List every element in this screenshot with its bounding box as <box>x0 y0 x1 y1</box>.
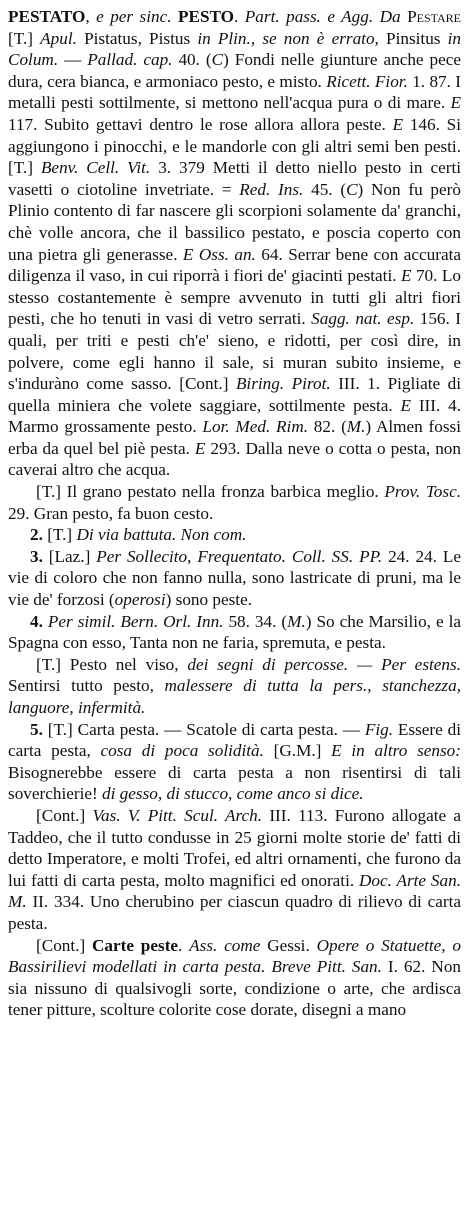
text-run: I. 62. Non sia nissuno di qualsivogli sorte, condizione o arte, che ardisca tener pitture, scolture colorite cose dorate, disegni a mano <box>8 957 462 1020</box>
text-run: [T.] <box>42 525 77 545</box>
text-run: operosi <box>114 590 166 610</box>
text-run: II. 334. Uno cherubino per ciascun quadro di rilievo di carta pesta. <box>8 892 461 933</box>
text-run: 4. <box>30 611 43 631</box>
text-run: 1. 87. I metalli pesti sottilmente, si mettono nell'acqua pura o di mare. <box>8 71 461 113</box>
text-run: ) So che Marsilio, e la Spagna con esso, Tanta non ne faria, spremuta, e pesta. <box>8 611 461 653</box>
text-run: 156. I quali, per triti e pesti ch'e' sieno, e ridotti, per così dire, in polvere, come egli hanno il sale, si muran subito insieme, e s'induràno come sasso. [Cont.] <box>8 309 462 394</box>
text-run: se non è errato, <box>262 28 379 48</box>
text-run: di gesso, di stucco, come anco si dice. <box>102 784 364 804</box>
text-run: malessere di tutta la pers., stanchezza, languore, infermità. <box>8 676 461 717</box>
text-run: — <box>58 50 88 70</box>
text-run: [Cont.] <box>36 805 93 825</box>
text-run: e per sinc. <box>96 7 172 26</box>
text-run: Di via battuta. Non com. <box>76 525 247 545</box>
text-run: [Laz.] <box>42 546 97 566</box>
sense-5-paragraph <box>8 719 461 805</box>
text-run: Pinsitus <box>378 28 448 48</box>
text-run: dei segni di percosse. — Per estens. <box>187 654 461 674</box>
text-run: Fig. <box>364 719 393 739</box>
text-run: in Colum. <box>8 28 462 70</box>
text-run: Essere di carta pesta, <box>8 719 461 761</box>
text-run: 2. <box>30 525 43 545</box>
text-run: Carte peste <box>92 935 179 955</box>
text-run: [T.] Il grano pestato nella fronza barbica meglio. <box>36 482 385 502</box>
text-run: PESTO <box>178 7 235 26</box>
text-run: in Plin., <box>197 28 256 48</box>
text-run: , <box>85 7 97 26</box>
text-run: Ricett. Fior. <box>326 71 408 91</box>
text-run: ) Almen fossi erba da quel bel piè pesta. <box>8 417 461 458</box>
text-run: 3. 379 Metti il detto niello pesto in certi vasetti o ciotoline invetriate. = <box>8 158 461 199</box>
text-run: Red. Ins. <box>239 179 304 199</box>
figurative-paragraph <box>8 654 461 719</box>
text-run: 293. Dalla neve o cotta o pesta, non caverai altro che acqua. <box>8 438 461 480</box>
text-run: [G.M.] <box>263 741 332 761</box>
text-run: E <box>450 93 461 113</box>
text-run: ) Non fu però Plinio contento di far nascere gli scorpioni solamente da' granchi, chè volle ancora, che il bassilico pestato, e poscia coperto con una pietra gli generasse. <box>8 179 461 264</box>
carte-peste-paragraph <box>8 935 461 1021</box>
text-run: 3. <box>30 546 43 566</box>
sense-4-paragraph <box>8 611 461 654</box>
text-run: Bisognerebbe essere di carta pesta a non risentirsi di tali soverchierie! <box>8 762 461 804</box>
text-run: E <box>392 114 404 134</box>
text-run: . <box>234 7 245 26</box>
text-run: Biring. Pirot. <box>235 374 331 394</box>
text-run: M. <box>346 417 366 437</box>
text-run: Sentirsi tutto pesto, <box>8 676 165 696</box>
text-run: [Cont.] <box>36 935 92 955</box>
text-run: Lor. Med. Rim. <box>202 417 309 437</box>
text-run: ) sono peste. <box>165 590 253 610</box>
text-run: E <box>400 266 412 286</box>
text-run: 146. Si aggiungono i pinocchi, e le mandorle con gli altri semi ben pesti. [T.] <box>8 114 461 178</box>
sense-2-paragraph <box>8 524 461 546</box>
text-run: Part. pass. e Agg. <box>244 7 374 26</box>
text-run: III. 113. Furono allogate a Taddeo, che il tutto condusse in 25 giorni molte storie de' fatti di detto Imperatore, e molti Trofei, ed altri ornamenti, che furono da lui fatti di carta pesta, molto magnifici ed onorati. <box>8 805 462 890</box>
text-run: III. 4. Marmo grossamente pesto. <box>8 395 462 437</box>
text-run: Da <box>379 7 401 26</box>
text-run: 58. 34. ( <box>223 611 288 631</box>
text-run: Vas. V. Pitt. Scul. Arch. <box>92 805 263 825</box>
text-run: 64. Serrar bene con accurata diligenza il vaso, in cui riporrà i fiori de' giacinti pestati. <box>8 244 461 286</box>
entry-paragraph <box>8 6 461 481</box>
text-run: 29. Gran pesto, fa buon cesto. <box>8 503 214 523</box>
text-run: [T.] Carta pesta. — Scatole di carta pesta. — <box>42 719 365 739</box>
text-run: E Oss. an. <box>182 244 256 264</box>
text-run: ) Fondi nelle giunture anche pece dura, cera bianca, e armoniaco pesto, e misto. <box>8 50 461 91</box>
text-run: [T.] <box>8 28 41 48</box>
text-run: 40. ( <box>172 50 212 70</box>
text-run: 82. ( <box>308 417 347 437</box>
text-run: C <box>346 179 358 199</box>
text-run: Ass. come <box>189 935 261 955</box>
text-run: Gessi. <box>260 935 317 955</box>
text-run: 24. 24. Le vie di coloro che non fanno nulla, sono lastricate di pruni, ma le vie de' forzosi ( <box>8 546 461 610</box>
text-run: 70. Lo stesso costantemente è sempre avvenuto in tutti gli altri fiori pesti, che ho tenuti in vasi di vetro serrati. <box>8 266 461 329</box>
text-run: Pistatus, Pistus <box>76 28 198 48</box>
text-run: E <box>400 395 412 415</box>
text-run: Per simil. Bern. Orl. Inn. <box>47 611 224 631</box>
text-run: Doc. Arte San. M. <box>8 870 461 912</box>
text-run: 45. ( <box>303 179 347 199</box>
text-run: III. 1. Pigliate di quella miniera che volete saggiare, sottilmente pesta. <box>8 374 461 415</box>
proverb-paragraph <box>8 481 461 524</box>
text-run: E in altro senso: <box>331 741 461 761</box>
text-run: E <box>194 438 206 458</box>
text-run: . <box>178 935 190 955</box>
text-run: M. <box>287 611 306 631</box>
text-run: 117. Subito gettavi dentro le rose allora allora peste. <box>8 114 393 134</box>
text-run: C <box>211 50 224 70</box>
sense-3-paragraph <box>8 546 461 611</box>
text-run: Per Sollecito, Frequentato. Coll. SS. PP. <box>96 546 383 566</box>
text-run: 5. <box>30 719 43 739</box>
text-run: Apul. <box>40 28 77 48</box>
citation-paragraph <box>8 805 461 935</box>
text-run: Pestare <box>407 7 462 26</box>
text-run: cosa di poca solidità. <box>100 741 264 761</box>
text-run: Sagg. nat. esp. <box>311 309 415 329</box>
text-run: Pallad. cap. <box>87 50 173 70</box>
text-run: Benv. Cell. Vit. <box>40 158 151 178</box>
text-run: Opere o Statuette, o Bassirilievi modellati in carta pesta. Breve Pitt. San. <box>8 935 461 977</box>
text-run: PESTATO <box>8 7 86 26</box>
text-run: Prov. Tosc. <box>384 482 462 502</box>
text-run: [T.] Pesto nel viso, <box>36 654 188 674</box>
